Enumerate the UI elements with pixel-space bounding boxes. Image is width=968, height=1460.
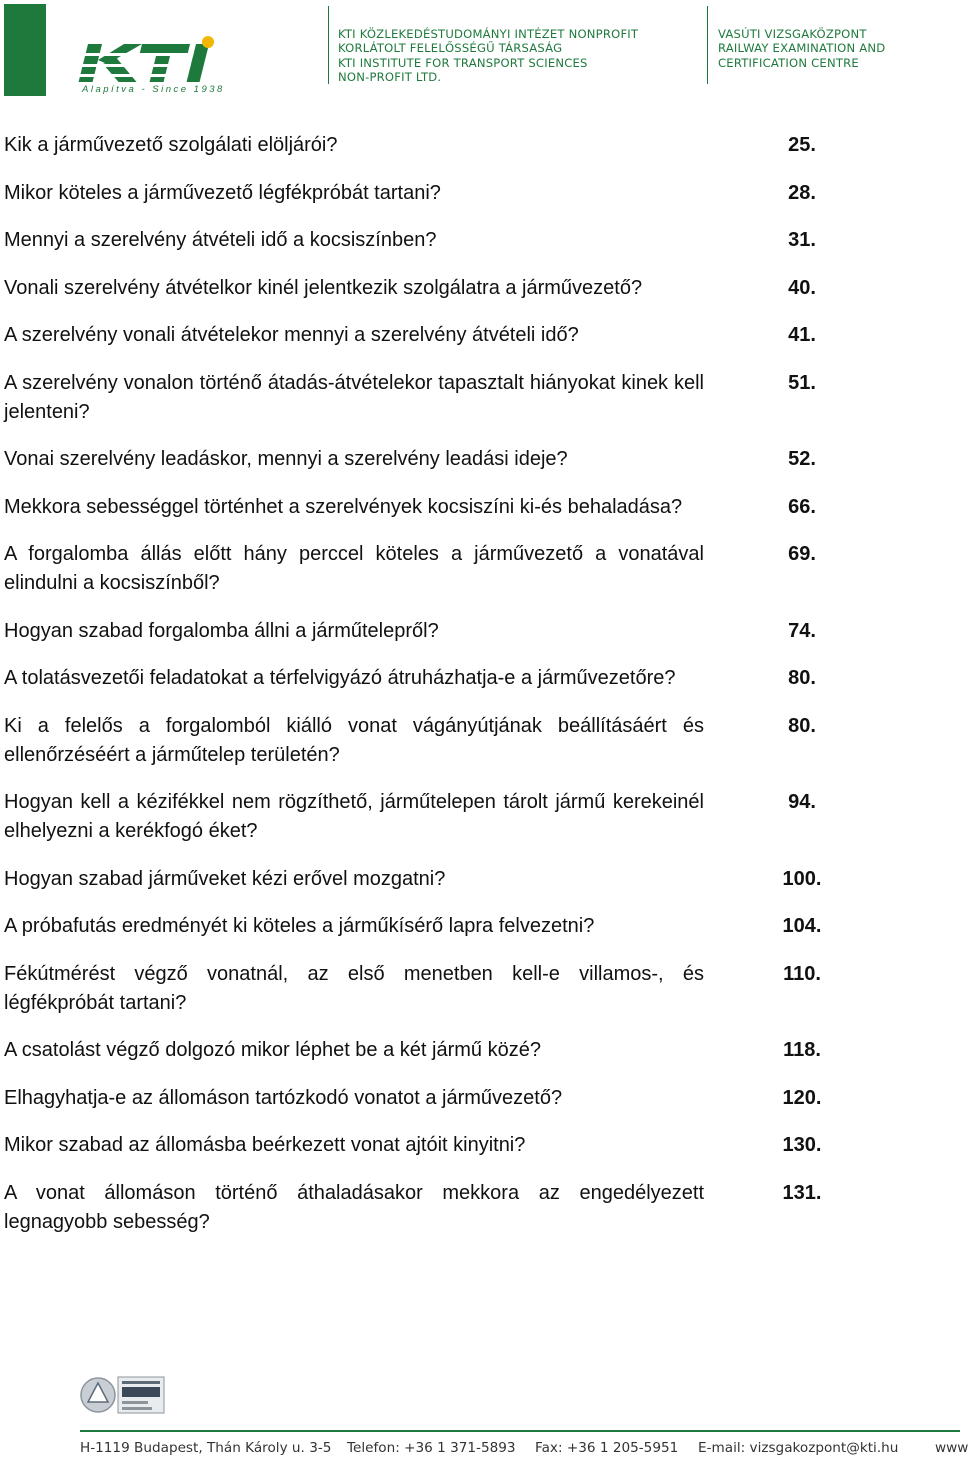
question-entry [4, 131, 824, 160]
question-entry [4, 865, 824, 894]
question-entry [4, 540, 824, 598]
kti-logo [60, 4, 230, 96]
question-text: Hogyan kell a kézifékkel nem rögzíthető, járműtelepen tárolt jármű kerekeinél elhelyezni a kerékfogó éket? [4, 791, 704, 842]
page-number: 66. [788, 495, 816, 518]
question-text: Mikor szabad az állomásba beérkezett vonat ajtóit kinyitni? [4, 1134, 526, 1156]
footer-address: H-1119 Budapest, Thán Károly u. 3-5 [80, 1440, 332, 1456]
question-text: Hogyan szabad forgalomba állni a járműtelepről? [4, 619, 439, 642]
centre-line: CERTIFICATION CENTRE [718, 55, 859, 70]
question-text: A próbafutás eredményét ki köteles a járműkísérő lapra felvezetni? [4, 915, 595, 937]
question-text: Kik a járművezető szolgálati elöljárói? [4, 134, 338, 156]
page-number: 41. [788, 324, 816, 346]
header-divider-1 [328, 6, 329, 84]
page-number: 131. [782, 1181, 822, 1204]
page-number: 130. [782, 1134, 822, 1156]
question-entry [4, 179, 824, 208]
footer-email-link[interactable]: E-mail: vizsgakozpont@kti.hu [698, 1440, 899, 1456]
footer-web-link[interactable]: www [935, 1440, 968, 1456]
page-number: 120. [782, 1086, 822, 1109]
footer-phone: Telefon: +36 1 371-5893 [347, 1440, 516, 1456]
page-number: 94. [788, 791, 816, 813]
question-entry [4, 1084, 824, 1113]
question-entry [4, 493, 824, 522]
question-entry [4, 1131, 824, 1160]
page-number: 80. [788, 667, 816, 689]
question-entry [4, 321, 824, 350]
page-number: 31. [788, 229, 816, 251]
question-text: A tolatásvezetői feladatokat a térfelvigyázó átruházhatja-e a járművezetőre? [4, 667, 676, 689]
question-entry [4, 712, 824, 770]
page-number: 118. [783, 1039, 821, 1061]
page-number: 110. [783, 962, 821, 985]
certification-logo-graphic [80, 1374, 166, 1416]
page-number: 100. [782, 867, 822, 890]
question-entry [4, 788, 824, 846]
question-text: Vonali szerelvény átvételkor kinél jelentkezik szolgálatra a járművezető? [4, 276, 643, 299]
header-divider-2 [707, 6, 708, 84]
question-text: Mennyi a szerelvény átvételi idő a kocsiszínben? [4, 229, 437, 251]
page-number: 25. [788, 134, 816, 156]
institute-line: KORLÁTOLT FELELŐSSÉGŰ TÁRSASÁG [338, 41, 563, 56]
page-number: 40. [788, 276, 816, 299]
question-text: Mekkora sebességgel történhet a szerelvények kocsiszíni ki-és behaladása? [4, 495, 683, 518]
centre-line: RAILWAY EXAMINATION AND [718, 41, 886, 56]
logo-subtitle: Alapítva - Since 1938 [82, 84, 225, 95]
question-text: A szerelvény vonalon történő átadás-átvételekor tapasztalt hiányokat kinek kell jelenteni? [4, 371, 704, 423]
question-entry [4, 445, 824, 474]
question-text: A szerelvény vonali átvételekor mennyi a szerelvény átvételi idő? [4, 324, 579, 346]
question-text: A vonat állomáson történő áthaladásakor mekkora az engedélyezett legnagyobb sebesség? [4, 1181, 704, 1233]
question-text: A forgalomba állás előtt hány perccel köteles a járművezető a vonatával elindulni a kocsiszínből? [4, 543, 704, 594]
question-entry [4, 960, 824, 1018]
question-text: Hogyan szabad járműveket kézi erővel mozgatni? [4, 867, 446, 890]
green-block-decoration [4, 4, 46, 96]
question-entry [4, 1036, 824, 1065]
institute-line: KTI KÖZLEKEDÉSTUDOMÁNYI INTÉZET NONPROFIT [338, 27, 639, 41]
page-number: 80. [788, 714, 816, 737]
question-entry [4, 664, 824, 693]
footer-rule [80, 1430, 960, 1432]
question-entry [4, 617, 824, 646]
kti-logo-graphic [60, 4, 230, 96]
question-text: Mikor köteles a járművezető légfékpróbát tartani? [4, 181, 441, 204]
centre-line: VASÚTI VIZSGAKÖZPONT [718, 27, 867, 41]
question-entry [4, 912, 824, 941]
page-number: 69. [788, 543, 816, 565]
institute-line: KTI INSTITUTE FOR TRANSPORT SCIENCES [338, 55, 588, 70]
question-text: A csatolást végző dolgozó mikor léphet be a két jármű közé? [4, 1039, 541, 1061]
question-entry [4, 1179, 824, 1237]
question-text: Elhagyhatja-e az állomáson tartózkodó vonatot a járművezető? [4, 1086, 563, 1109]
page-number: 52. [788, 448, 816, 470]
question-text: Vonai szerelvény leadáskor, mennyi a szerelvény leadási ideje? [4, 448, 568, 470]
question-text: Ki a felelős a forgalomból kiálló vonat vágányútjának beállításáért és ellenőrzéséért a járműtelep területén? [4, 714, 704, 766]
centre-name-block [718, 27, 885, 70]
institute-line: NON-PROFIT LTD. [338, 69, 442, 84]
question-entry [4, 226, 824, 255]
page-number: 104. [782, 915, 822, 937]
tuv-cert-badge [80, 1374, 166, 1416]
question-entry [4, 369, 824, 427]
institute-name-block [338, 27, 638, 84]
footer-fax: Fax: +36 1 205-5951 [535, 1440, 679, 1456]
page-number: 28. [788, 181, 816, 204]
page-number: 74. [788, 619, 816, 642]
page-number: 51. [788, 371, 816, 394]
question-text: Fékútmérést végző vonatnál, az első menetben kell-e villamos-, és légfékpróbát tartani? [4, 962, 704, 1014]
question-entry [4, 274, 824, 303]
question-list [4, 131, 824, 1255]
